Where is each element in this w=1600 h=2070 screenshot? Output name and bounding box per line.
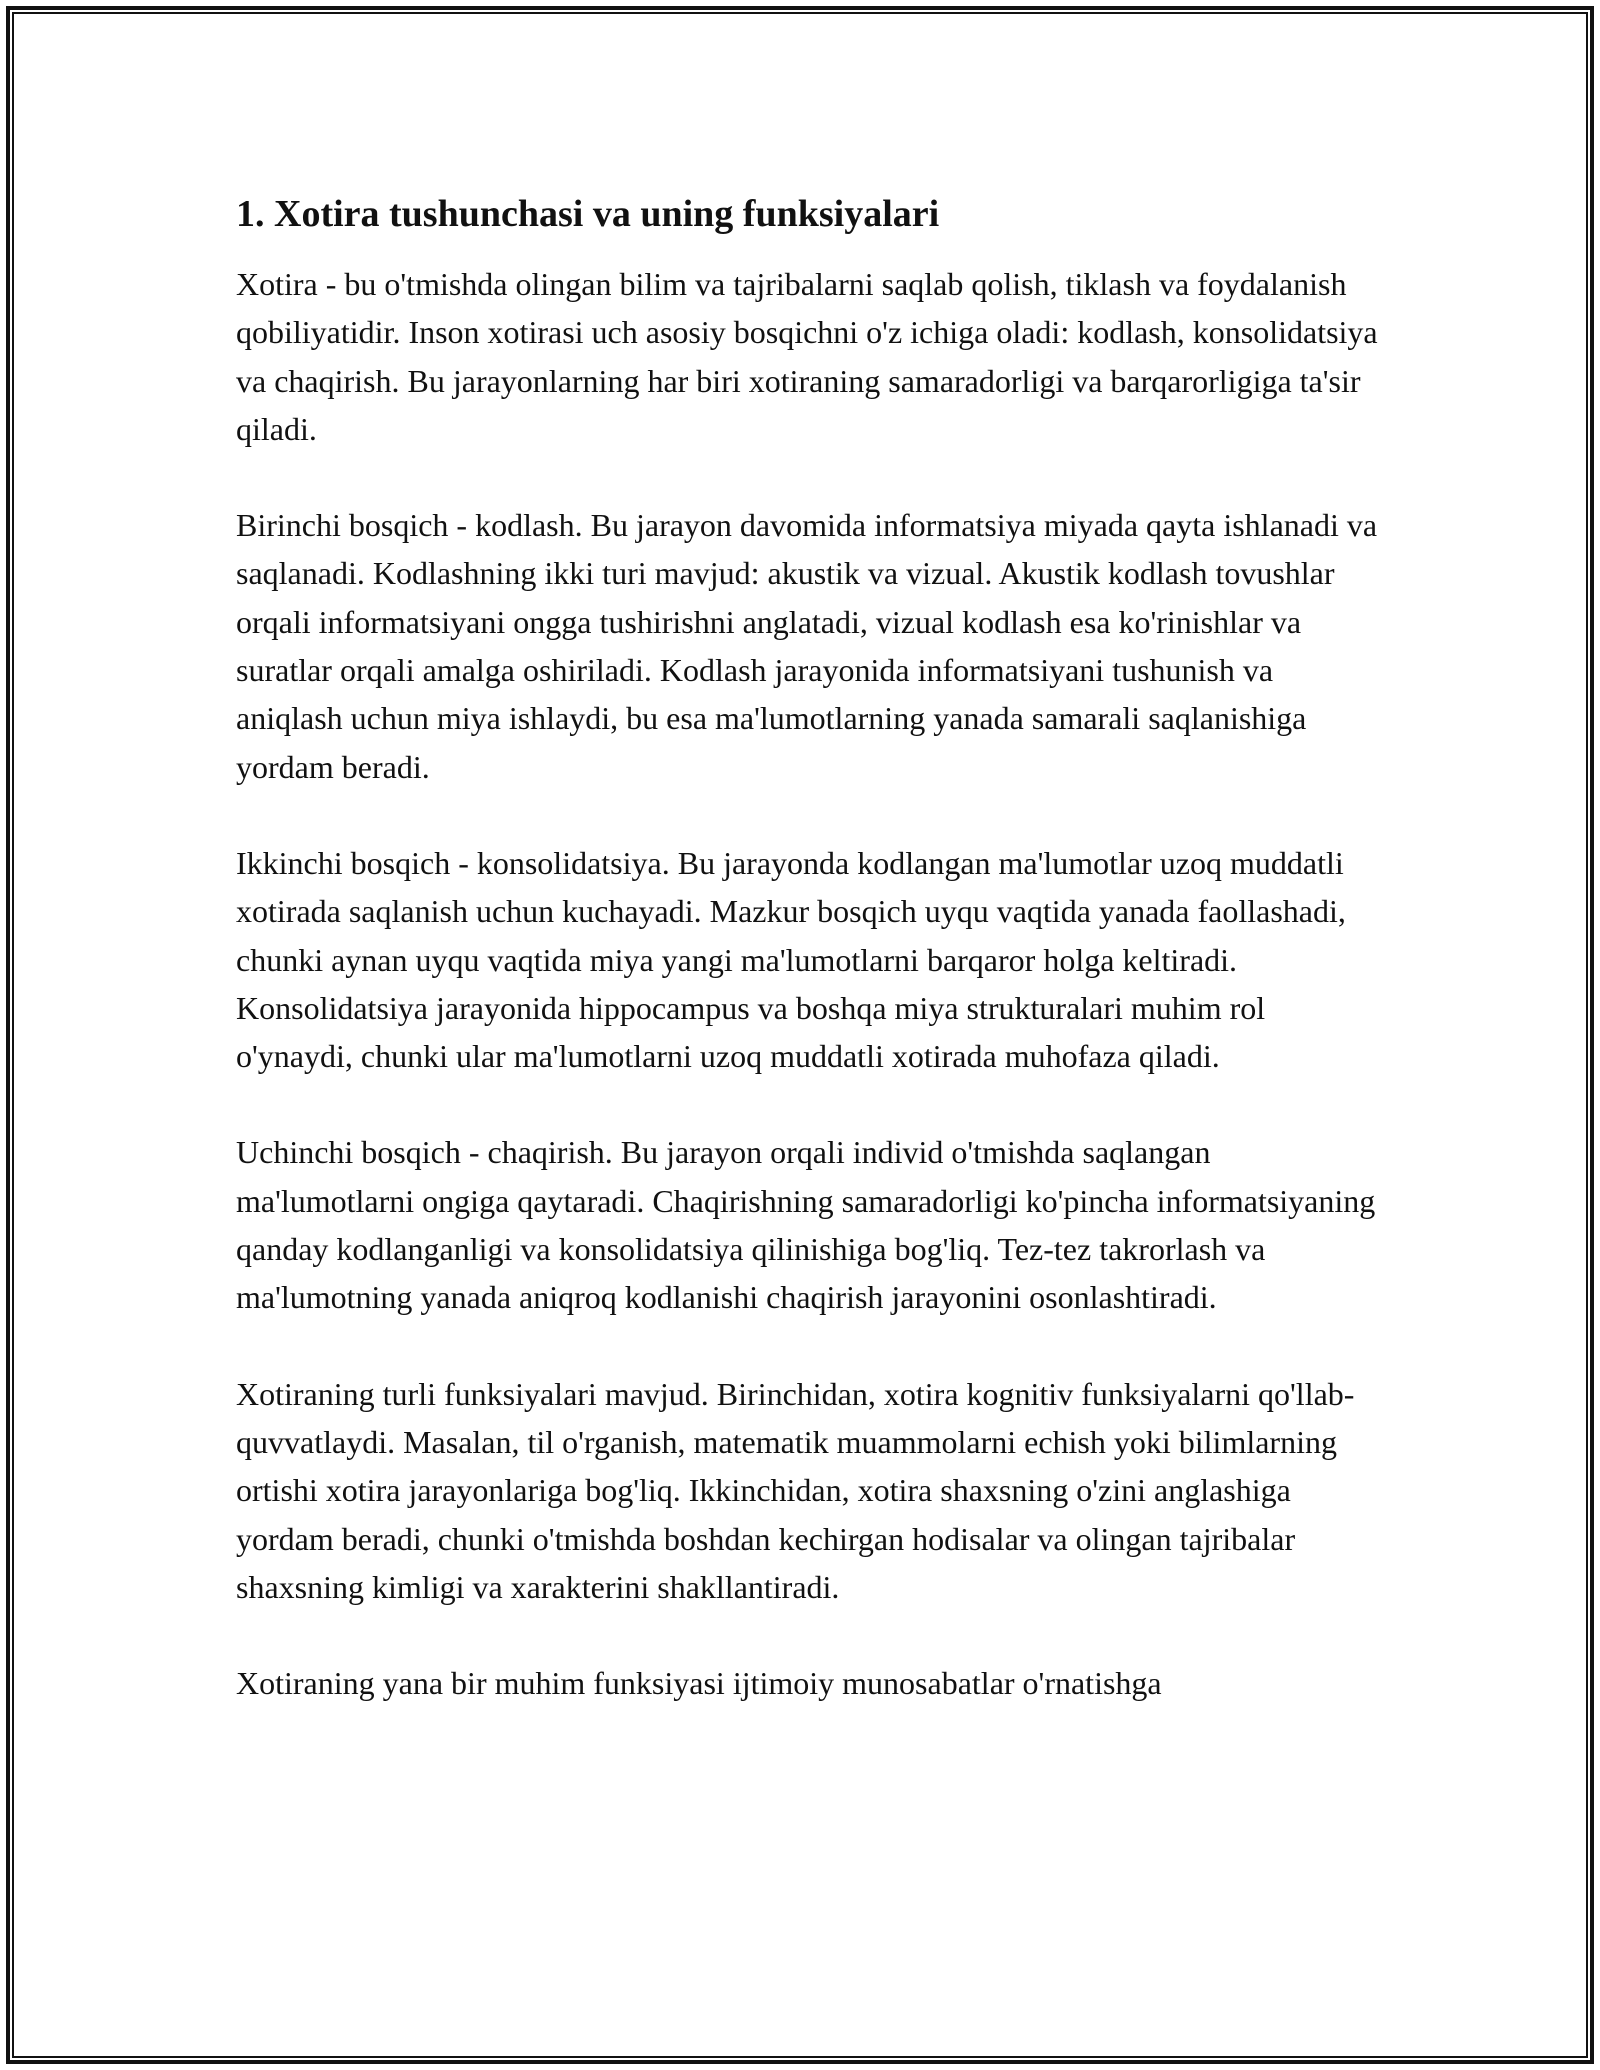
- document-body: [236, 188, 1386, 1755]
- paragraph-retrieval: Uchinchi bosqich - chaqirish. Bu jarayon orqali individ o'tmishda saqlangan ma'lumotlarni ongiga qaytaradi. Chaqirishning samaradorligi ko'pincha informatsiyaning qanday kodlanganligi va konsolidatsiya qilinishiga bog'liq. Tez-tez takrorlash va ma'lumotning yanada aniqroq kodlanishi chaqirish jarayonini osonlashtiradi.: [236, 1134, 1376, 1316]
- paragraph-encoding: Birinchi bosqich - kodlash. Bu jarayon davomida informatsiya miyada qayta ishlanadi va saqlanadi. Kodlashning ikki turi mavjud: akustik va vizual. Akustik kodlash tovushlar orqali informatsiyani ongga tushirishni anglatadi, vizual kodlash esa ko'rinishlar va suratlar orqali amalga oshiriladi. Kodlash jarayonida informatsiyani tushunish va aniqlash uchun miya ishlaydi, bu esa ma'lumotlarning yanada samarali saqlanishiga yordam beradi.: [236, 507, 1378, 785]
- paragraph-consolidation: Ikkinchi bosqich - konsolidatsiya. Bu jarayonda kodlangan ma'lumotlar uzoq muddatli xotirada saqlanish uchun kuchayadi. Mazkur bosqich uyqu vaqtida yanada faollashadi, chunki aynan uyqu vaqtida miya yangi ma'lumotlarni barqaror holga keltiradi. Konsolidatsiya jarayonida hippocampus va boshqa miya strukturalari muhim rol o'ynaydi, chunki ular ma'lumotlarni uzoq muddatli xotirada muhofaza qiladi.: [236, 844, 1346, 1075]
- paragraph-functions: Xotiraning turli funksiyalari mavjud. Birinchidan, xotira kognitiv funksiyalarni qo'llab-quvvatlaydi. Masalan, til o'rganish, matematik muammolarni echish yoki bilimlarning ortishi xotira jarayonlariga bog'liq. Ikkinchidan, xotira shaxsning o'zini anglashiga yordam beradi, chunki o'tmishda boshdan kechirgan hodisalar va olingan tajribalar shaxsning kimligi va xarakterini shakllantiradi.: [236, 1375, 1355, 1605]
- section-heading: 1. Xotira tushunchasi va uning funksiyalari: [236, 193, 940, 235]
- paragraph-social-function: Xotiraning yana bir muhim funksiyasi ijtimoiy munosabatlar o'rnatishga: [236, 1665, 1162, 1702]
- paragraph-intro: Xotira - bu o'tmishda olingan bilim va tajribalarni saqlab qolish, tiklash va foydalanish qobiliyatidir. Inson xotirasi uch asosiy bosqichni o'z ichiga oladi: kodlash, konsolidatsiya va chaqirish. Bu jarayonlarning har biri xotiraning samaradorligi va barqarorligiga ta'sir qiladi.: [236, 266, 1378, 447]
